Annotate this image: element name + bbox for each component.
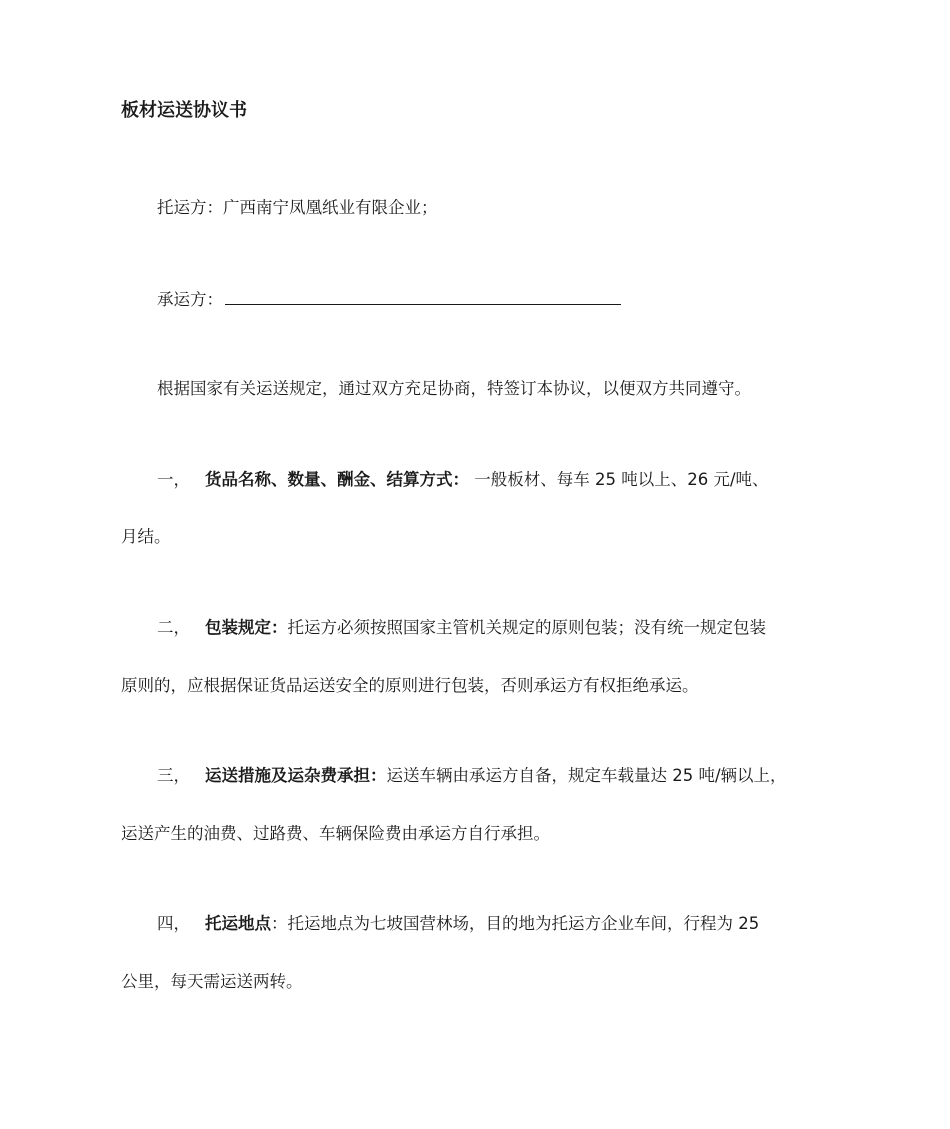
shipper-value: 广西南宁凤凰纸业有限企业； bbox=[223, 198, 438, 217]
carrier-blank bbox=[225, 286, 621, 305]
clause-number: 二， bbox=[157, 618, 190, 637]
clause-3-line-1 bbox=[157, 764, 787, 788]
clause-number: 四， bbox=[157, 914, 190, 933]
shipper-label: 托运方： bbox=[157, 198, 223, 217]
clause-heading: 货品名称、数量、酬金、结算方式： bbox=[205, 470, 469, 489]
clause-text: 托运方必须按照国家主管机关规定的原则包装；没有统一规定包装 bbox=[287, 618, 766, 637]
clause-4-line-2: 公里，每天需运送两转。 bbox=[121, 972, 303, 991]
clause-heading: 托运地点 bbox=[205, 914, 271, 933]
clause-heading: 包装规定： bbox=[205, 618, 288, 637]
shipper-line bbox=[157, 196, 438, 220]
clause-1-line-2: 月结。 bbox=[121, 527, 171, 546]
clause-2-line-1 bbox=[157, 616, 766, 640]
clause-3-line-2: 运送产生的油费、过路费、车辆保险费由承运方自行承担。 bbox=[121, 824, 550, 843]
carrier-label: 承运方： bbox=[157, 290, 223, 309]
clause-text: ：托运地点为七坡国营林场，目的地为托运方企业车间，行程为 25 bbox=[271, 914, 760, 933]
clause-heading: 运送措施及运杂费承担： bbox=[205, 766, 387, 785]
intro-paragraph: 根据国家有关运送规定，通过双方充足协商，特签订本协议，以便双方共同遵守。 bbox=[157, 379, 751, 398]
clause-text: 一般板材、每车 25 吨以上、26 元/吨、 bbox=[469, 470, 769, 489]
carrier-line bbox=[157, 286, 621, 312]
clause-text: 运送车辆由承运方自备，规定车载量达 25 吨/辆以上， bbox=[386, 766, 787, 785]
clause-1-line-1 bbox=[157, 468, 769, 492]
clause-2-line-2: 原则的，应根据保证货品运送安全的原则进行包装，否则承运方有权拒绝承运。 bbox=[121, 676, 699, 695]
clause-number: 一， bbox=[157, 470, 190, 489]
document-title: 板材运送协议书 bbox=[121, 100, 247, 121]
clause-4-line-1 bbox=[157, 912, 759, 936]
clause-number: 三， bbox=[157, 766, 190, 785]
